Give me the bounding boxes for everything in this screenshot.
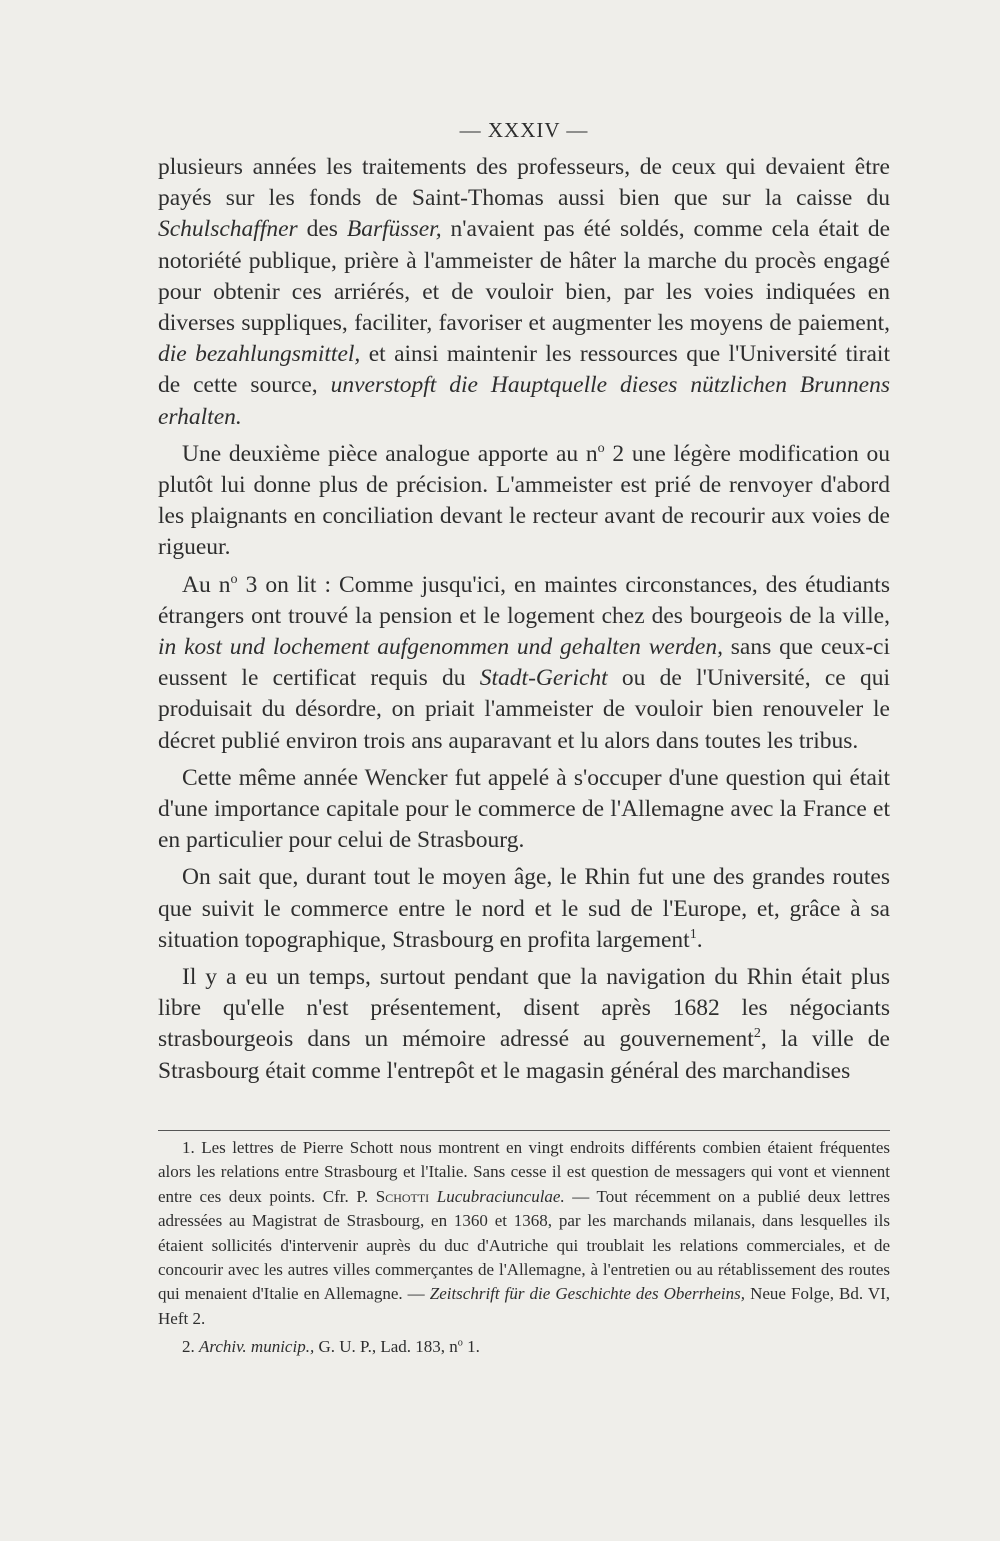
text-run: Il y a eu un temps, surtout pendant que la navigation du Rhin était plus libre qu'elle n'est présentement, disent après 1682 les négociants strasbourgeois dans un mémoire adressé au gouvernement — [158, 964, 890, 1053]
text-run: 2 une légère modification ou plutôt lui donne plus de précision. L'ammeister est prié de renvoyer d'abord les plaignants en conciliation devant le recteur avant de recourir aux voies de rigueur. — [158, 440, 890, 561]
italic-text: in kost und lochement aufgenommen und gehalten werden, — [158, 634, 723, 661]
text-run: On sait que, durant tout le moyen âge, le Rhin fut une des grandes routes que suivit le commerce entre le nord et le sud de l'Europe, et, grâce à sa situation topographique, Strasbourg en profita largement — [158, 864, 890, 953]
footnote — [158, 1136, 890, 1331]
italic-text: Lucubraciunculae. — [436, 1186, 565, 1206]
text-run: Cette même année Wencker fut appelé à s'occuper d'une question qui était d'une importance capitale pour le commerce de l'Allemagne avec la France et en particulier pour celui de Strasbourg. — [158, 764, 890, 854]
italic-text: Stadt-Gericht — [479, 665, 608, 692]
book-page — [158, 0, 890, 1541]
superscript: 2 — [753, 1025, 761, 1042]
italic-text: Zeitschrift für die Geschichte des Oberrheins, — [429, 1284, 746, 1304]
text-run — [429, 1187, 437, 1206]
text-run: Schotti — [375, 1186, 430, 1206]
text-run: 1. — [462, 1337, 480, 1357]
text-run: n'avaient pas été soldés, comme cela était de notoriété publique, prière à l'ammeister de hâter la marche du procès engagé pour obtenir ces arriérés, et de vouloir bien, par les voies indiquées en diverses suppliques, faciliter, favoriser et augmenter les moyens de paiement, — [158, 216, 890, 337]
superscript: o — [457, 1337, 463, 1349]
italic-text: die bezahlungsmittel, — [158, 341, 361, 368]
footnotes — [158, 1130, 890, 1364]
text-run: 3 on lit : Comme jusqu'ici, en maintes circonstances, des étudiants étrangers ont trouvé la pension et le logement chez des bourgeois de la ville, — [158, 571, 890, 629]
paragraph — [158, 439, 890, 564]
text-run: et ainsi maintenir les ressources que l'Université tirait de cette source, — [158, 341, 890, 399]
text-run: G. U. P., Lad. 183, n — [314, 1337, 458, 1357]
text-run: — Tout récemment on a publié deux lettres adressées au Magistrat de Strasbourg, en 1360 et 1368, par les marchands milanais, dans lesquelles ils étaient sollicités d'intervenir auprès du duc d'Autriche qui troublait les relations commerciales, et de concourir avec les autres villes commerçantes de l'Allemagne, à l'entretien ou au rétablissement des routes qui menaient d'Italie en Allemagne. — — [158, 1186, 890, 1304]
italic-text: unverstopft die Hauptquelle dieses nützlichen Brunnens erhalten. — [158, 372, 890, 430]
italic-text: Barfüsser, — [346, 216, 442, 243]
paragraph — [158, 152, 890, 433]
body-text — [158, 152, 890, 1093]
text-run: sans que ceux-ci eussent le certificat requis du — [158, 634, 890, 692]
italic-text: Archiv. municip., — [199, 1337, 315, 1357]
text-run: . — [696, 926, 703, 953]
superscript: o — [597, 440, 605, 456]
text-run: 2. — [182, 1337, 199, 1357]
superscript: 1 — [689, 926, 697, 943]
footnote — [158, 1335, 890, 1359]
text-run: Neue Folge, Bd. VI, Heft 2. — [158, 1284, 891, 1328]
italic-text: Schulschaffner — [158, 216, 298, 243]
text-run: , la ville de Strasbourg était comme l'entrepôt et le magasin général des marchandises — [158, 1026, 890, 1084]
paragraph — [158, 962, 890, 1087]
text-run: plusieurs années les traitements des professeurs, de ceux qui devaient être payés sur les fonds de Saint-Thomas aussi bien que sur la caisse du — [158, 154, 890, 212]
text-run: 1. Les lettres de Pierre Schott nous montrent en vingt endroits différents combien étaient fréquentes alors les relations entre Strasbourg et l'Italie. Sans cesse il est question de messagers qui vont et viennent entre ces deux points. Cfr. P. — [158, 1138, 890, 1206]
text-run: Une deuxième pièce analogue apporte au n — [182, 440, 598, 467]
text-run: ou de l'Université, ce qui produisait du désordre, on priait l'ammeister de vouloir bien renouveler le décret publié environ trois ans auparavant et lu alors dans toutes les tribus. — [158, 665, 890, 754]
running-head: — XXXIV — — [459, 118, 589, 142]
text-run: des — [297, 216, 347, 243]
paragraph — [158, 862, 890, 956]
paragraph — [158, 763, 890, 857]
superscript: o — [230, 570, 238, 587]
paragraph — [158, 570, 890, 757]
text-run: Au n — [182, 571, 231, 598]
